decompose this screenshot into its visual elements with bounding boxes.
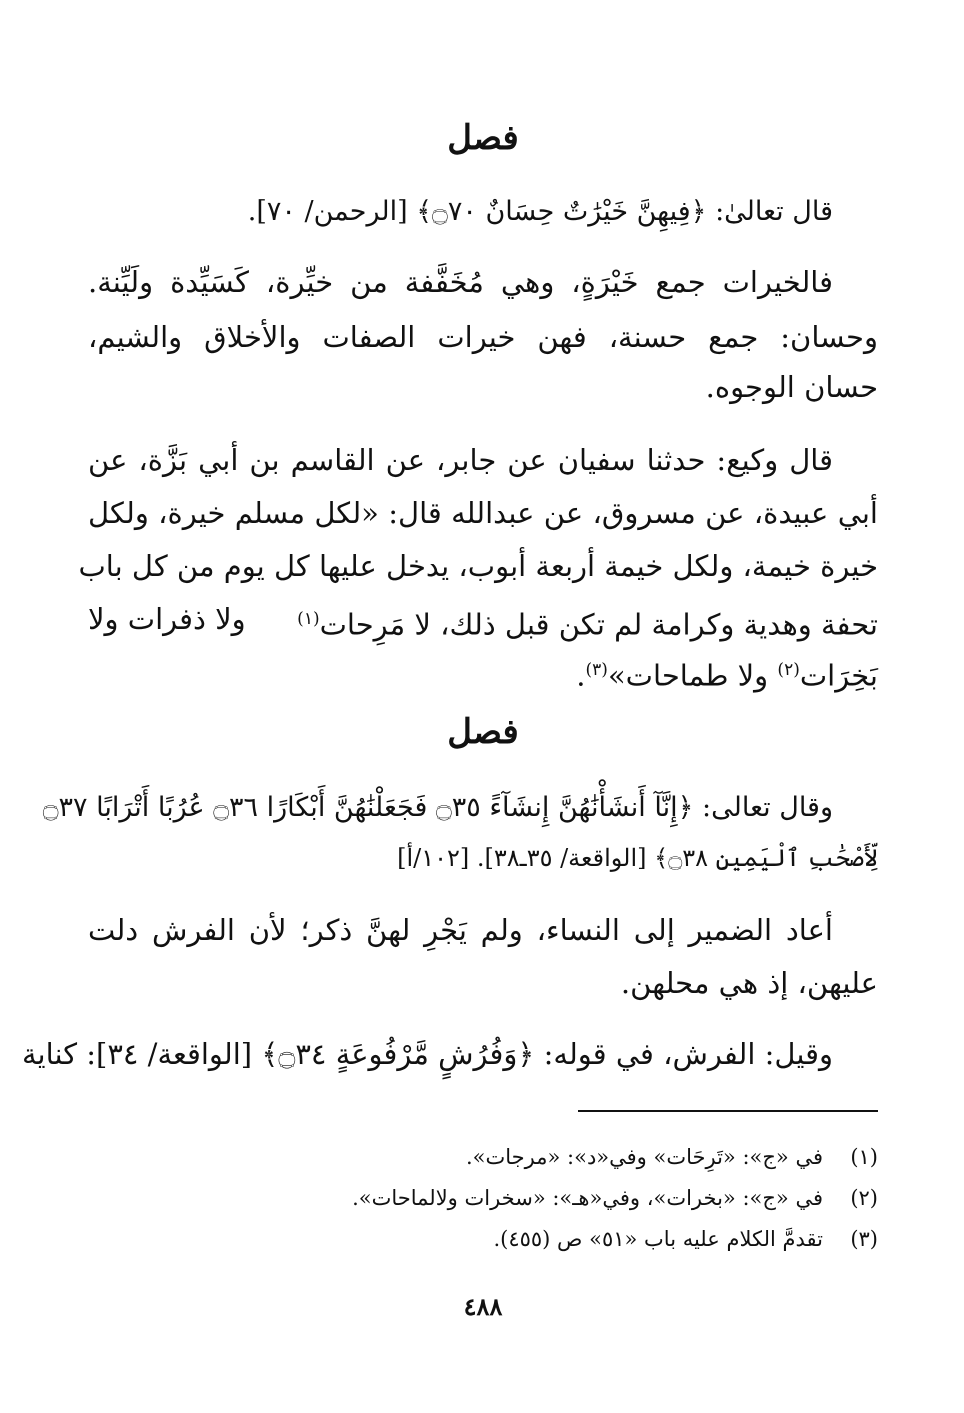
quran-verse-line: وقال تعالى: ﴿إِنَّآ أَنشَأْنَٰهُنَّ إِنشَآءً ۝٣٥ فَجَعَلْنَٰهُنَّ أَبْكَارًا ۝٣٦ عُرُبًا أَتْرَابًا ۝٣٧ bbox=[42, 792, 833, 823]
footnote bbox=[88, 1142, 878, 1172]
quran-verse-line: قال تعالىٰ: ﴿فِيهِنَّ خَيْرَٰتٌ حِسَانٌ ۝٧٠﴾ [الرحمن/ ٧٠]. bbox=[247, 196, 833, 227]
footnote-number: (٣) bbox=[850, 1227, 878, 1251]
line-text: . bbox=[576, 658, 586, 693]
line-text: بَخِرَات bbox=[799, 658, 878, 693]
paragraph-line bbox=[88, 650, 878, 696]
paragraph-line: عليهن، إذ هي محلهن. bbox=[620, 966, 878, 1000]
quran-verse-line: لِّأَصْحَٰبِ ٱلْيَمِينِ ۝٣٨﴾ [الواقعة/ ٣٥ـ٣٨]. [١٠٢/أ] bbox=[397, 844, 878, 872]
footnote-separator bbox=[578, 1110, 878, 1112]
paragraph-line: وقيل: الفرش، في قوله: ﴿وَفُرُشٍ مَّرْفُوعَةٍ ۝٣٤﴾ [الواقعة/ ٣٤]: كناية bbox=[21, 1037, 833, 1071]
section-heading-2: فصل bbox=[447, 712, 519, 752]
footnote-text: في «ج»: «بخرات»، وفي«هـ»: «سخرات ولالماحات». bbox=[352, 1186, 823, 1210]
footnote bbox=[88, 1183, 878, 1213]
line-text: تحفة وهدية وكرامة لم تكن قبل ذلك، لا مَرِحات bbox=[319, 607, 878, 642]
line-text: ولا طماحات» bbox=[607, 658, 769, 693]
footnote bbox=[88, 1224, 878, 1254]
paragraph-line: أبي عبيدة، عن مسروق، عن عبدالله قال: «لكل مسلم خيرة، ولكل bbox=[88, 496, 878, 530]
footnote-mark: (١) bbox=[297, 609, 320, 629]
paragraph-line bbox=[88, 599, 878, 645]
footnote-number: (٢) bbox=[850, 1186, 878, 1210]
line-text: ولا ذفرات ولا bbox=[88, 602, 246, 636]
book-page bbox=[21, 0, 878, 1413]
paragraph-line: أعاد الضمير إلى النساء، ولم يَجْرِ لهنَّ ذكر؛ لأن الفرش دلت bbox=[88, 913, 833, 947]
footnote-number: (١) bbox=[850, 1145, 878, 1169]
paragraph-line: حسان الوجوه. bbox=[705, 370, 878, 404]
page-number: ٤٨٨ bbox=[463, 1292, 503, 1321]
footnote-text: تقدمَّ الكلام عليه باب «٥١» ص (٤٥٥). bbox=[493, 1227, 823, 1251]
paragraph-line: قال وكيع: حدثنا سفيان عن جابر، عن القاسم بن أبي بَزَّة، عن bbox=[88, 443, 833, 477]
footnote-text: في «ج»: «تَرِحَات» وفي«د»: «مرجات». bbox=[465, 1145, 823, 1169]
paragraph-line: خيرة خيمة، ولكل خيمة أربعة أبوب، يدخل عليها كل يوم من كل باب bbox=[78, 549, 878, 583]
paragraph-line: فالخيرات جمع خَيْرَةٍ، وهي مُخَفَّفة من خيِّرة، كَسَيِّدة ولَيِّنة. bbox=[88, 265, 833, 299]
footnote-mark: (٢) bbox=[777, 660, 800, 680]
paragraph-line: وحسان: جمع حسنة، فهن خيرات الصفات والأخلاق والشيم، bbox=[88, 320, 878, 354]
footnote-mark: (٣) bbox=[585, 660, 608, 680]
section-heading-1: فصل bbox=[447, 118, 519, 158]
